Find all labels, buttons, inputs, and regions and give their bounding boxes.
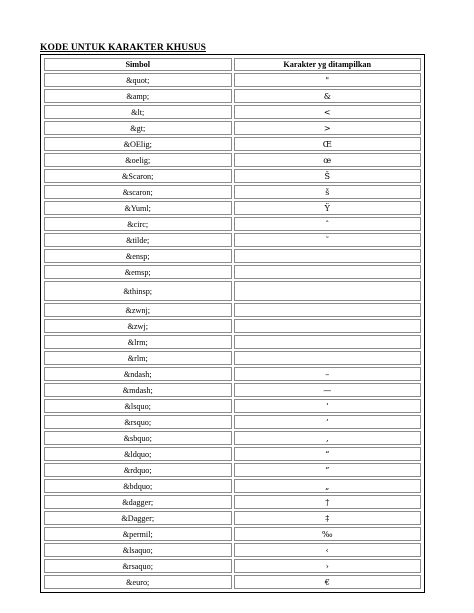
- rendered-character-cell: ‹: [234, 543, 422, 557]
- rendered-character-cell: [234, 335, 422, 349]
- table-row: [44, 463, 421, 477]
- table-row: [44, 89, 421, 103]
- table-row: [44, 447, 421, 461]
- entity-code-cell: &gt;: [44, 121, 232, 135]
- entity-code-cell: &permil;: [44, 527, 232, 541]
- table-row: [44, 249, 421, 263]
- table-row: [44, 399, 421, 413]
- rendered-character-cell: €: [234, 575, 422, 589]
- entity-code-cell: &rlm;: [44, 351, 232, 365]
- rendered-character-cell: „: [234, 479, 422, 493]
- table-row: [44, 415, 421, 429]
- table-row: [44, 575, 421, 589]
- table-row: [44, 73, 421, 87]
- entity-code-cell: &oelig;: [44, 153, 232, 167]
- table-row: [44, 527, 421, 541]
- rendered-character-cell: Ÿ: [234, 201, 422, 215]
- table-row: [44, 335, 421, 349]
- rendered-character-cell: [234, 249, 422, 263]
- entity-code-cell: &OElig;: [44, 137, 232, 151]
- entity-code-cell: &rdquo;: [44, 463, 232, 477]
- entity-code-cell: &Yuml;: [44, 201, 232, 215]
- table-row: [44, 543, 421, 557]
- rendered-character-cell: ‰: [234, 527, 422, 541]
- entity-code-cell: &lt;: [44, 105, 232, 119]
- entity-code-cell: &thinsp;: [44, 281, 232, 301]
- entity-code-cell: &ldquo;: [44, 447, 232, 461]
- rendered-character-cell: ›: [234, 559, 422, 573]
- entity-code-cell: &zwj;: [44, 319, 232, 333]
- entity-code-cell: &rsaquo;: [44, 559, 232, 573]
- table-header: [44, 58, 421, 71]
- table-row: [44, 367, 421, 381]
- entity-code-cell: &quot;: [44, 73, 232, 87]
- table-row: [44, 495, 421, 509]
- table-row: [44, 153, 421, 167]
- table-row: [44, 431, 421, 445]
- rendered-character-cell: [234, 265, 422, 279]
- table-row: [44, 105, 421, 119]
- rendered-character-cell: [234, 351, 422, 365]
- entity-code-cell: &zwnj;: [44, 303, 232, 317]
- entity-code-cell: &Dagger;: [44, 511, 232, 525]
- entity-code-cell: &lsquo;: [44, 399, 232, 413]
- table-row: [44, 559, 421, 573]
- rendered-character-cell: ˜: [234, 233, 422, 247]
- rendered-character-cell: –: [234, 367, 422, 381]
- table-row: [44, 303, 421, 317]
- rendered-character-cell: [234, 303, 422, 317]
- rendered-character-cell: †: [234, 495, 422, 509]
- page-title: KODE UNTUK KARAKTER KHUSUS: [40, 43, 206, 53]
- table-row: [44, 201, 421, 215]
- table-row: [44, 265, 421, 279]
- rendered-character-cell: ˆ: [234, 217, 422, 231]
- char-table: [42, 56, 423, 591]
- entity-code-cell: &emsp;: [44, 265, 232, 279]
- table-row: [44, 383, 421, 397]
- table-row: [44, 233, 421, 247]
- table-row: [44, 217, 421, 231]
- table-row: [44, 351, 421, 365]
- rendered-character-cell: <: [234, 105, 422, 119]
- table-row: [44, 121, 421, 135]
- table-row: [44, 185, 421, 199]
- rendered-character-cell: ’: [234, 415, 422, 429]
- rendered-character-cell: “: [234, 447, 422, 461]
- entity-code-cell: &sbquo;: [44, 431, 232, 445]
- table-row: [44, 319, 421, 333]
- entity-code-cell: &mdash;: [44, 383, 232, 397]
- entity-code-cell: &euro;: [44, 575, 232, 589]
- rendered-character-cell: ”: [234, 463, 422, 477]
- table-row: [44, 169, 421, 183]
- rendered-character-cell: &: [234, 89, 422, 103]
- table-row: [44, 511, 421, 525]
- rendered-character-cell: ‚: [234, 431, 422, 445]
- table-row: [44, 137, 421, 151]
- rendered-character-cell: [234, 281, 422, 301]
- rendered-character-cell: ": [234, 73, 422, 87]
- rendered-character-cell: —: [234, 383, 422, 397]
- entity-code-cell: &lrm;: [44, 335, 232, 349]
- header-symbol: Simbol: [44, 58, 232, 71]
- entity-code-cell: &dagger;: [44, 495, 232, 509]
- entity-code-cell: &circ;: [44, 217, 232, 231]
- entity-code-cell: &scaron;: [44, 185, 232, 199]
- entity-code-cell: &tilde;: [44, 233, 232, 247]
- rendered-character-cell: ‘: [234, 399, 422, 413]
- table-body: [44, 73, 421, 589]
- header-row: [44, 58, 421, 71]
- entity-code-cell: &bdquo;: [44, 479, 232, 493]
- entity-code-cell: &rsquo;: [44, 415, 232, 429]
- rendered-character-cell: ‡: [234, 511, 422, 525]
- special-characters-table: [40, 54, 425, 593]
- rendered-character-cell: Š: [234, 169, 422, 183]
- rendered-character-cell: >: [234, 121, 422, 135]
- table-row: [44, 479, 421, 493]
- rendered-character-cell: œ: [234, 153, 422, 167]
- entity-code-cell: &amp;: [44, 89, 232, 103]
- entity-code-cell: &lsaquo;: [44, 543, 232, 557]
- header-displayed-character: Karakter yg ditampilkan: [234, 58, 422, 71]
- table-row: [44, 281, 421, 301]
- entity-code-cell: &ndash;: [44, 367, 232, 381]
- rendered-character-cell: Œ: [234, 137, 422, 151]
- entity-code-cell: &Scaron;: [44, 169, 232, 183]
- rendered-character-cell: [234, 319, 422, 333]
- entity-code-cell: &ensp;: [44, 249, 232, 263]
- rendered-character-cell: š: [234, 185, 422, 199]
